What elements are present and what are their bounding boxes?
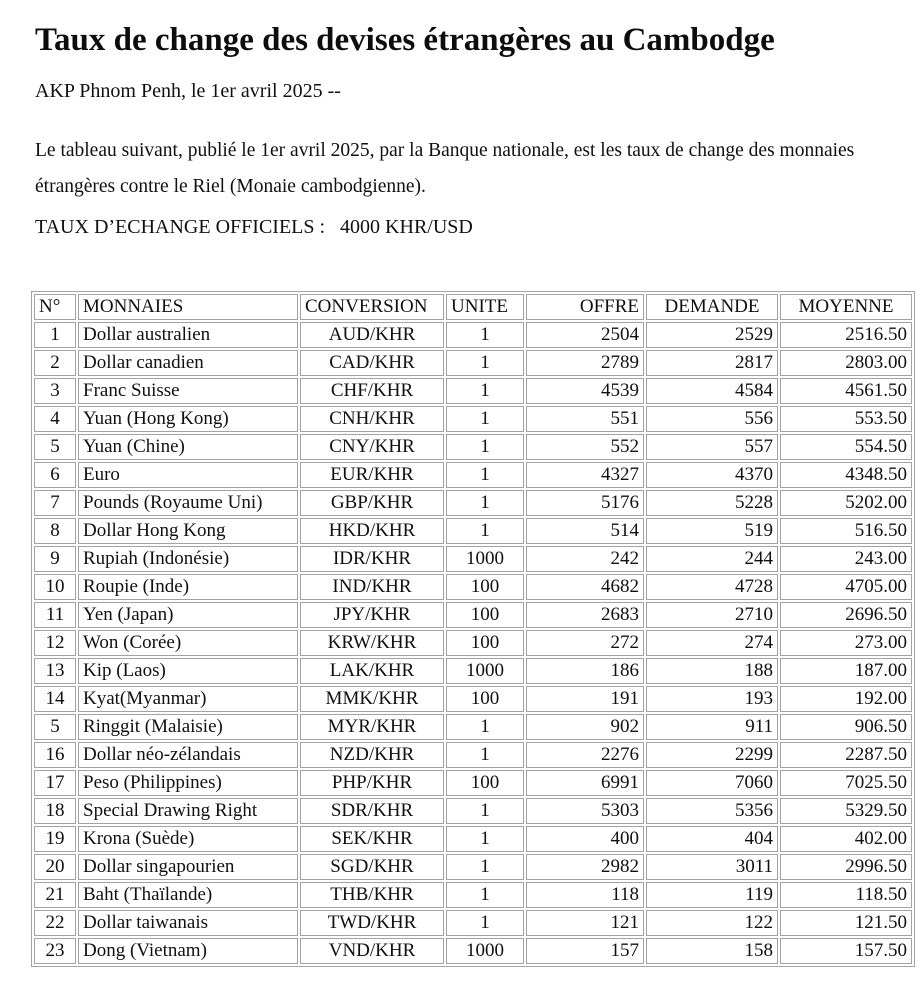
col-header-moyenne: MOYENNE: [780, 294, 912, 320]
cell-moyenne: 187.00: [780, 658, 912, 684]
table-row: [34, 910, 912, 936]
cell-num: 7: [34, 490, 76, 516]
cell-num: 5: [34, 434, 76, 460]
cell-offre: 552: [526, 434, 644, 460]
table-row: [34, 546, 912, 572]
cell-unite: 1: [446, 882, 524, 908]
cell-demande: 2710: [646, 602, 778, 628]
cell-moyenne: 553.50: [780, 406, 912, 432]
cell-monnaies: Rupiah (Indonésie): [78, 546, 298, 572]
table-row: [34, 378, 912, 404]
cell-monnaies: Kyat(Myanmar): [78, 686, 298, 712]
cell-offre: 551: [526, 406, 644, 432]
cell-num: 10: [34, 574, 76, 600]
cell-num: 1: [34, 322, 76, 348]
cell-moyenne: 5329.50: [780, 798, 912, 824]
col-header-demande: DEMANDE: [646, 294, 778, 320]
cell-conversion: NZD/KHR: [300, 742, 444, 768]
cell-monnaies: Yen (Japan): [78, 602, 298, 628]
cell-offre: 514: [526, 518, 644, 544]
cell-unite: 100: [446, 770, 524, 796]
cell-moyenne: 2287.50: [780, 742, 912, 768]
cell-offre: 2789: [526, 350, 644, 376]
cell-moyenne: 243.00: [780, 546, 912, 572]
cell-num: 20: [34, 854, 76, 880]
cell-num: 23: [34, 938, 76, 964]
cell-unite: 100: [446, 574, 524, 600]
cell-num: 17: [34, 770, 76, 796]
cell-moyenne: 118.50: [780, 882, 912, 908]
cell-demande: 2299: [646, 742, 778, 768]
table-row: [34, 630, 912, 656]
cell-num: 18: [34, 798, 76, 824]
cell-num: 13: [34, 658, 76, 684]
cell-demande: 274: [646, 630, 778, 656]
cell-num: 4: [34, 406, 76, 432]
cell-offre: 2683: [526, 602, 644, 628]
cell-demande: 5228: [646, 490, 778, 516]
cell-monnaies: Special Drawing Right: [78, 798, 298, 824]
col-header-num: N°: [34, 294, 76, 320]
cell-conversion: HKD/KHR: [300, 518, 444, 544]
cell-num: 16: [34, 742, 76, 768]
cell-monnaies: Yuan (Hong Kong): [78, 406, 298, 432]
intro-paragraph: Le tableau suivant, publié le 1er avril 2025, par la Banque nationale, est les taux de change des monnaies étrangères contre le Riel (Monaie cambodgienne).: [35, 140, 855, 197]
table-row: [34, 574, 912, 600]
table-row: [34, 798, 912, 824]
cell-offre: 2276: [526, 742, 644, 768]
cell-unite: 1: [446, 714, 524, 740]
cell-num: 6: [34, 462, 76, 488]
table-header: [34, 294, 912, 320]
cell-offre: 4327: [526, 462, 644, 488]
cell-moyenne: 4705.00: [780, 574, 912, 600]
byline: AKP Phnom Penh, le 1er avril 2025 --: [35, 80, 341, 102]
cell-conversion: SGD/KHR: [300, 854, 444, 880]
cell-moyenne: 121.50: [780, 910, 912, 936]
cell-monnaies: Dollar néo-zélandais: [78, 742, 298, 768]
cell-num: 11: [34, 602, 76, 628]
cell-unite: 1: [446, 462, 524, 488]
cell-offre: 191: [526, 686, 644, 712]
cell-conversion: PHP/KHR: [300, 770, 444, 796]
cell-moyenne: 516.50: [780, 518, 912, 544]
cell-moyenne: 4561.50: [780, 378, 912, 404]
cell-unite: 1: [446, 518, 524, 544]
cell-unite: 1: [446, 854, 524, 880]
table-row: [34, 714, 912, 740]
cell-unite: 1000: [446, 546, 524, 572]
cell-num: 12: [34, 630, 76, 656]
cell-demande: 244: [646, 546, 778, 572]
cell-num: 2: [34, 350, 76, 376]
cell-demande: 188: [646, 658, 778, 684]
cell-moyenne: 2996.50: [780, 854, 912, 880]
header-row: [34, 294, 912, 320]
cell-demande: 193: [646, 686, 778, 712]
cell-monnaies: Roupie (Inde): [78, 574, 298, 600]
cell-num: 19: [34, 826, 76, 852]
cell-conversion: KRW/KHR: [300, 630, 444, 656]
cell-demande: 2817: [646, 350, 778, 376]
cell-conversion: JPY/KHR: [300, 602, 444, 628]
cell-num: 3: [34, 378, 76, 404]
cell-moyenne: 7025.50: [780, 770, 912, 796]
table-row: [34, 938, 912, 964]
cell-offre: 157: [526, 938, 644, 964]
cell-demande: 2529: [646, 322, 778, 348]
cell-num: 9: [34, 546, 76, 572]
cell-unite: 1: [446, 742, 524, 768]
cell-monnaies: Peso (Philippines): [78, 770, 298, 796]
cell-moyenne: 906.50: [780, 714, 912, 740]
cell-demande: 3011: [646, 854, 778, 880]
table-row: [34, 882, 912, 908]
cell-monnaies: Dollar singapourien: [78, 854, 298, 880]
table-row: [34, 854, 912, 880]
table-row: [34, 322, 912, 348]
cell-unite: 100: [446, 686, 524, 712]
cell-num: 8: [34, 518, 76, 544]
cell-demande: 7060: [646, 770, 778, 796]
col-header-monnaies: MONNAIES: [78, 294, 298, 320]
cell-unite: 1: [446, 322, 524, 348]
cell-demande: 911: [646, 714, 778, 740]
cell-unite: 1: [446, 798, 524, 824]
cell-demande: 119: [646, 882, 778, 908]
cell-monnaies: Dollar Hong Kong: [78, 518, 298, 544]
cell-unite: 1: [446, 378, 524, 404]
cell-demande: 4584: [646, 378, 778, 404]
table-row: [34, 686, 912, 712]
cell-monnaies: Krona (Suède): [78, 826, 298, 852]
cell-demande: 122: [646, 910, 778, 936]
cell-monnaies: Franc Suisse: [78, 378, 298, 404]
cell-moyenne: 2803.00: [780, 350, 912, 376]
cell-conversion: LAK/KHR: [300, 658, 444, 684]
cell-demande: 4728: [646, 574, 778, 600]
cell-moyenne: 192.00: [780, 686, 912, 712]
cell-moyenne: 273.00: [780, 630, 912, 656]
table-row: [34, 462, 912, 488]
cell-unite: 1000: [446, 938, 524, 964]
cell-moyenne: 4348.50: [780, 462, 912, 488]
table-row: [34, 406, 912, 432]
cell-monnaies: Won (Corée): [78, 630, 298, 656]
cell-unite: 1000: [446, 658, 524, 684]
cell-demande: 4370: [646, 462, 778, 488]
cell-unite: 1: [446, 490, 524, 516]
col-header-offre: OFFRE: [526, 294, 644, 320]
table-row: [34, 826, 912, 852]
cell-num: 21: [34, 882, 76, 908]
exchange-rates-table: [31, 291, 915, 967]
cell-conversion: CNH/KHR: [300, 406, 444, 432]
table-row: [34, 770, 912, 796]
cell-conversion: MMK/KHR: [300, 686, 444, 712]
cell-conversion: THB/KHR: [300, 882, 444, 908]
cell-num: 22: [34, 910, 76, 936]
cell-unite: 1: [446, 910, 524, 936]
cell-monnaies: Kip (Laos): [78, 658, 298, 684]
table-row: [34, 602, 912, 628]
rates-table-body: [34, 322, 912, 964]
cell-offre: 272: [526, 630, 644, 656]
cell-offre: 186: [526, 658, 644, 684]
cell-conversion: SEK/KHR: [300, 826, 444, 852]
cell-moyenne: 2696.50: [780, 602, 912, 628]
page-title: Taux de change des devises étrangères au Cambodge: [35, 22, 775, 58]
cell-unite: 1: [446, 350, 524, 376]
cell-conversion: EUR/KHR: [300, 462, 444, 488]
cell-unite: 100: [446, 602, 524, 628]
cell-monnaies: Dong (Vietnam): [78, 938, 298, 964]
cell-demande: 158: [646, 938, 778, 964]
cell-moyenne: 554.50: [780, 434, 912, 460]
col-header-unite: UNITE: [446, 294, 524, 320]
table-row: [34, 434, 912, 460]
cell-moyenne: 2516.50: [780, 322, 912, 348]
cell-conversion: TWD/KHR: [300, 910, 444, 936]
cell-offre: 2982: [526, 854, 644, 880]
cell-conversion: SDR/KHR: [300, 798, 444, 824]
cell-demande: 557: [646, 434, 778, 460]
cell-demande: 519: [646, 518, 778, 544]
table-row: [34, 658, 912, 684]
cell-unite: 100: [446, 630, 524, 656]
col-header-conversion: CONVERSION: [300, 294, 444, 320]
cell-unite: 1: [446, 434, 524, 460]
cell-monnaies: Euro: [78, 462, 298, 488]
cell-offre: 121: [526, 910, 644, 936]
cell-conversion: AUD/KHR: [300, 322, 444, 348]
cell-demande: 404: [646, 826, 778, 852]
cell-num: 5: [34, 714, 76, 740]
cell-monnaies: Dollar taiwanais: [78, 910, 298, 936]
cell-conversion: CAD/KHR: [300, 350, 444, 376]
cell-conversion: VND/KHR: [300, 938, 444, 964]
cell-conversion: CNY/KHR: [300, 434, 444, 460]
cell-offre: 4539: [526, 378, 644, 404]
table-row: [34, 742, 912, 768]
official-rate-line: TAUX D’ECHANGE OFFICIELS : 4000 KHR/USD: [35, 216, 473, 238]
cell-offre: 902: [526, 714, 644, 740]
cell-offre: 400: [526, 826, 644, 852]
cell-moyenne: 402.00: [780, 826, 912, 852]
cell-moyenne: 5202.00: [780, 490, 912, 516]
cell-monnaies: Dollar canadien: [78, 350, 298, 376]
cell-monnaies: Ringgit (Malaisie): [78, 714, 298, 740]
cell-demande: 5356: [646, 798, 778, 824]
cell-demande: 556: [646, 406, 778, 432]
cell-conversion: IND/KHR: [300, 574, 444, 600]
cell-monnaies: Yuan (Chine): [78, 434, 298, 460]
cell-offre: 6991: [526, 770, 644, 796]
table-row: [34, 490, 912, 516]
cell-monnaies: Dollar australien: [78, 322, 298, 348]
cell-offre: 5303: [526, 798, 644, 824]
cell-unite: 1: [446, 826, 524, 852]
cell-offre: 118: [526, 882, 644, 908]
cell-conversion: IDR/KHR: [300, 546, 444, 572]
cell-moyenne: 157.50: [780, 938, 912, 964]
cell-conversion: CHF/KHR: [300, 378, 444, 404]
cell-conversion: GBP/KHR: [300, 490, 444, 516]
cell-monnaies: Baht (Thaïlande): [78, 882, 298, 908]
cell-offre: 242: [526, 546, 644, 572]
cell-num: 14: [34, 686, 76, 712]
cell-offre: 2504: [526, 322, 644, 348]
cell-offre: 5176: [526, 490, 644, 516]
table-row: [34, 518, 912, 544]
table-row: [34, 350, 912, 376]
cell-offre: 4682: [526, 574, 644, 600]
cell-monnaies: Pounds (Royaume Uni): [78, 490, 298, 516]
cell-conversion: MYR/KHR: [300, 714, 444, 740]
cell-unite: 1: [446, 406, 524, 432]
